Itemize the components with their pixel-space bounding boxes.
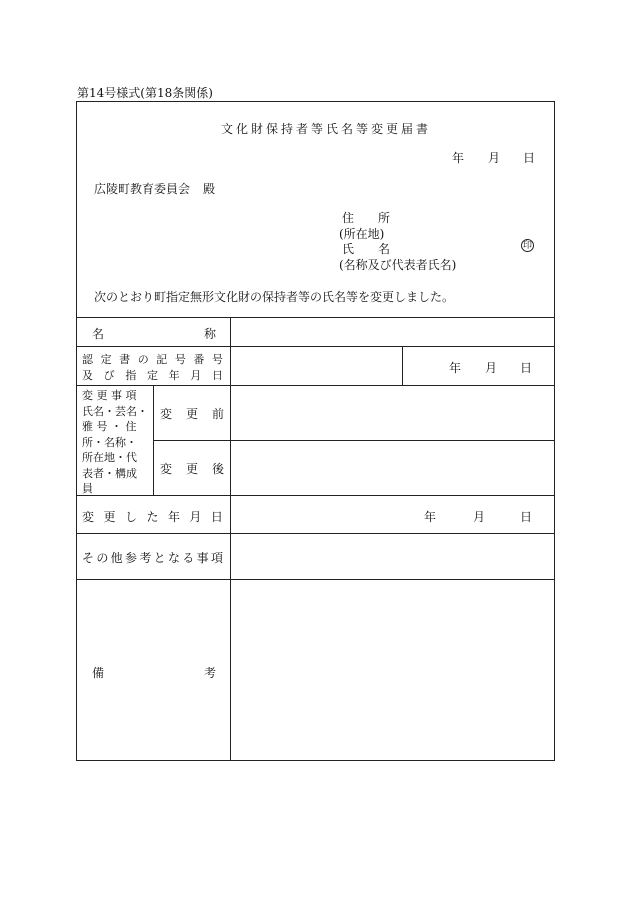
before-label xyxy=(160,405,224,422)
addressee-name: 広陵町教育委員会 xyxy=(94,182,191,196)
cert-label-char: 年 xyxy=(168,369,180,382)
other-label-char: 事 xyxy=(196,551,209,565)
form-number: 第14号様式(第18条関係) xyxy=(77,86,213,100)
remarks-cell[interactable] xyxy=(231,580,554,760)
before-label-char: 更 xyxy=(185,407,198,421)
other-label-char: の xyxy=(96,551,109,565)
other-reference-cell[interactable] xyxy=(231,534,554,578)
name-sub-label: (名称及び代表者氏名) xyxy=(339,258,457,272)
cert-label-char: 定 xyxy=(100,353,112,366)
cert-label-line1 xyxy=(82,351,223,367)
address-sub-label: (所在地) xyxy=(339,227,385,241)
before-label-char: 変 xyxy=(160,407,173,421)
cert-date-month: 月 xyxy=(485,361,498,375)
cert-label-char: び xyxy=(103,369,115,382)
cert-label-char: の xyxy=(137,353,149,366)
changed-date-label-char: 変 xyxy=(82,510,95,524)
change-items-line: 所在地・代 xyxy=(82,451,137,464)
change-items-line: 変 更 事 項 xyxy=(82,389,137,402)
addressee-honorific: 殿 xyxy=(203,182,216,196)
cert-label-char: 認 xyxy=(82,353,93,366)
cert-label-char: 月 xyxy=(190,369,202,382)
cert-number-cell[interactable] xyxy=(231,347,401,384)
cert-label-char: 指 xyxy=(125,369,137,382)
remarks-label xyxy=(92,664,216,681)
cert-label-char: 書 xyxy=(119,353,131,366)
name-row-label-char: 名 xyxy=(92,327,105,341)
change-items-label xyxy=(82,388,148,497)
header-date-year: 年 xyxy=(452,151,465,165)
name-row-label xyxy=(92,325,216,342)
name-row-label-char: 称 xyxy=(203,327,216,341)
name-value-cell[interactable] xyxy=(231,318,554,345)
changed-date-label-char: 更 xyxy=(103,510,116,524)
cert-date-year: 年 xyxy=(449,361,462,375)
cert-label-char: 号 xyxy=(211,353,223,366)
after-value-cell[interactable] xyxy=(231,441,554,494)
cert-date-day: 日 xyxy=(520,361,533,375)
header-date-month: 月 xyxy=(488,151,501,165)
changed-date-label-char: 年 xyxy=(167,510,180,524)
other-label-char: な xyxy=(167,551,180,565)
changed-date-day: 日 xyxy=(520,510,533,524)
other-label-char: と xyxy=(153,551,166,565)
cert-label-char: 日 xyxy=(211,369,223,382)
other-label-char: 考 xyxy=(139,551,152,565)
changed-date-label-char: た xyxy=(146,510,159,524)
before-label-char: 前 xyxy=(211,407,224,421)
cert-label-line2 xyxy=(82,367,223,383)
changed-date-label-char: し xyxy=(124,510,137,524)
seal-mark: 印 xyxy=(522,241,532,251)
change-items-line: 表者・構成 xyxy=(82,466,137,480)
before-value-cell[interactable] xyxy=(231,386,554,439)
change-items-line: 雅 号 ・ 住 xyxy=(82,420,137,433)
other-label-char: そ xyxy=(82,551,95,565)
after-label-char: 後 xyxy=(211,462,224,476)
header-date-day: 日 xyxy=(523,151,536,165)
other-label-char: 項 xyxy=(210,551,223,565)
remarks-label-char: 考 xyxy=(203,666,216,680)
form-title: 文化財保持者等氏名等変更届書 xyxy=(221,122,432,136)
other-label-char: 他 xyxy=(110,551,123,565)
after-label xyxy=(160,460,224,477)
other-label-char: る xyxy=(182,551,195,565)
cert-label-char: 定 xyxy=(146,369,158,382)
after-label-char: 変 xyxy=(160,462,173,476)
change-items-line: 員 xyxy=(82,482,93,495)
name-label: 氏 名 xyxy=(342,242,391,256)
grid-line xyxy=(153,385,154,495)
cert-label-char: 号 xyxy=(174,353,186,366)
cert-label-char: 番 xyxy=(193,353,205,366)
changed-date-year: 年 xyxy=(424,510,437,524)
address-label: 住 所 xyxy=(342,211,391,225)
cert-label-char: 記 xyxy=(156,353,168,366)
cert-label-char: 及 xyxy=(82,369,93,382)
other-reference-label xyxy=(82,549,223,566)
changed-date-label xyxy=(82,508,223,525)
grid-line xyxy=(402,346,403,385)
after-label-char: 更 xyxy=(185,462,198,476)
statement-text: 次のとおり町指定無形文化財の保持者等の氏名等を変更しました。 xyxy=(94,290,455,304)
change-items-line: 所・名称・ xyxy=(82,435,137,449)
other-label-char: 参 xyxy=(124,551,137,565)
changed-date-label-char: 日 xyxy=(210,510,223,524)
change-items-line: 氏名・芸名・ xyxy=(82,404,148,418)
remarks-label-char: 備 xyxy=(92,666,105,680)
changed-date-month: 月 xyxy=(473,510,486,524)
changed-date-label-char: 月 xyxy=(189,510,202,524)
